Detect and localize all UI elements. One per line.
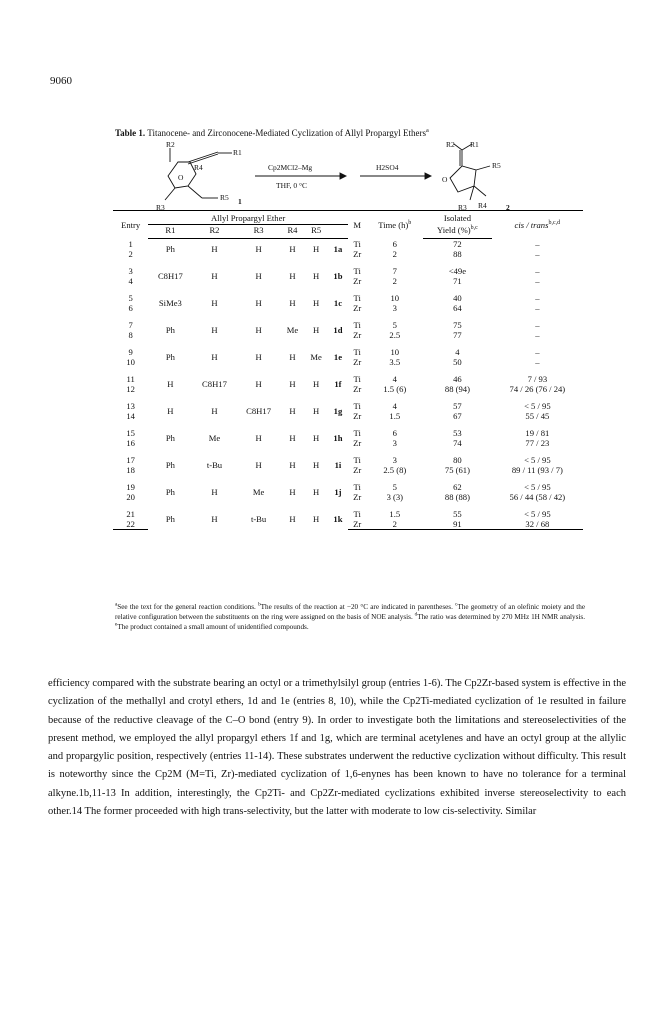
cell-entry: 13: [126, 401, 135, 411]
cell-compound-label: 1c: [333, 298, 343, 308]
cell-r5: H: [313, 325, 320, 335]
cell-r2: Me: [208, 433, 221, 443]
cell-ratio: –: [535, 276, 540, 286]
cell-ratio: –: [535, 357, 540, 367]
cell-ratio: –: [535, 293, 540, 303]
cell-ratio: 89 / 11 (93 / 7): [511, 465, 563, 475]
cell-m: Zr: [353, 303, 362, 313]
col-r5: R5: [304, 225, 328, 239]
table-row: [113, 320, 583, 330]
col-entry: Entry: [113, 211, 148, 239]
cell-m: Ti: [353, 374, 361, 384]
cell-r2: H: [211, 352, 218, 362]
cell-entry: 14: [126, 411, 135, 421]
cell-time: 2: [392, 276, 397, 286]
table-row: [113, 509, 583, 519]
cell-m: Zr: [353, 330, 362, 340]
cell-m: Ti: [353, 428, 361, 438]
cell-yield: 75 (61): [444, 465, 470, 475]
footnote: $^d$The ratio was determined by 270 MHz 1H NMR analysis.: [414, 612, 585, 621]
cell-time: 10: [390, 347, 400, 357]
row-gap: [113, 259, 583, 266]
scheme-o-left: O: [178, 173, 184, 182]
cell-time: 2.5: [389, 330, 401, 340]
cell-m: Ti: [353, 320, 361, 330]
cell-m: Zr: [353, 276, 362, 286]
cell-entry: 2: [128, 249, 133, 259]
cell-yield: 80: [453, 455, 462, 465]
cell-r2: H: [211, 487, 218, 497]
cell-entry: 3: [128, 266, 133, 276]
cell-time: 3 (3): [386, 492, 404, 502]
cell-yield: 71: [453, 276, 462, 286]
cell-r2: H: [211, 244, 218, 254]
scheme-r3-left: R3: [156, 203, 165, 212]
cell-yield: 77: [453, 330, 462, 340]
cell-entry: 8: [128, 330, 133, 340]
page-number: 9060: [50, 75, 72, 87]
cell-r3: Me: [252, 487, 265, 497]
cell-r5: H: [313, 406, 320, 416]
cell-yield: 57: [453, 401, 462, 411]
table-row: [113, 401, 583, 411]
col-m: M: [348, 211, 367, 239]
cell-m: Zr: [353, 384, 362, 394]
cell-compound-label: 1i: [334, 460, 342, 470]
cell-r3: H: [255, 379, 262, 389]
cell-compound-label: 1b: [333, 271, 343, 281]
table-caption-note: a: [425, 127, 429, 134]
col-r4: R4: [281, 225, 305, 239]
body-paragraph: efficiency compared with the substrate bearing an octyl or a trimethylsilyl group (entries 1-6). The Cp2Zr-based system is effective in the cyclization of the methallyl and crotyl ethers, 1d and 1e (entries 8, 10), while the Cp2Ti-mediated cyclization of 1e resulted in failure because of the reductive cleavage of the C–O bond (entry 9). In order to investigate both the limitations and stereoselectivities of the present method, we employed the allyl propargyl ethers 1f and 1g, which are terminal acetylenes and have an octyl group at the allylic and propargylic position, respectively (entries 11-14). These substrates underwent the reductive cyclization without difficulty. This result is noteworthy since the Cp2M (M=Ti, Zr)-mediated cyclization of 1,6-enynes has been known to have no tolerance for a terminal alkyne.1b,11-13 In addition, interestingly, the Cp2Ti- and Cp2Zr-mediated cyclizations exhibited inverse stereoselectivity to each other.14 The former proceeded with high trans-selectivity, but the latter with moderate to low cis-selectivity. Similar: [48, 678, 626, 818]
cell-r1: Ph: [165, 433, 175, 443]
row-gap: [113, 475, 583, 482]
cell-r1: C8H17: [157, 271, 183, 281]
cell-r3: H: [255, 244, 262, 254]
cell-time: 1.5: [389, 509, 401, 519]
cell-ratio: –: [535, 330, 540, 340]
cell-entry: 15: [126, 428, 135, 438]
reaction-scheme: [140, 140, 560, 215]
scheme-r5-left: R5: [220, 193, 229, 202]
cell-r4: H: [289, 487, 296, 497]
cell-entry: 9: [128, 347, 133, 357]
cell-time: 1.5 (6): [383, 384, 407, 394]
cell-yield: 64: [453, 303, 462, 313]
cell-r3: C8H17: [246, 406, 271, 416]
cell-entry: 20: [126, 492, 135, 502]
cell-ratio: 7 / 93: [527, 374, 548, 384]
cell-entry: 10: [126, 357, 135, 367]
row-gap: [113, 367, 583, 374]
cell-entry: 7: [128, 320, 133, 330]
cell-compound-label: 1e: [333, 352, 343, 362]
cell-r4: H: [289, 244, 296, 254]
cell-time: 5: [392, 482, 397, 492]
cell-yield: 55: [453, 509, 462, 519]
cell-r1: Ph: [165, 244, 175, 254]
cell-r1: Ph: [165, 352, 175, 362]
cell-r5: H: [313, 379, 320, 389]
row-gap: [113, 502, 583, 509]
table-row: [113, 266, 583, 276]
cell-r5: H: [313, 271, 320, 281]
cell-time: 2: [392, 249, 397, 259]
col-group-ether: Allyl Propargyl Ether: [148, 211, 348, 225]
cell-yield: 72: [453, 239, 462, 249]
col-ratio: cis / trans$^{b,c,d}$: [492, 211, 583, 239]
cell-r4: H: [289, 406, 296, 416]
cell-m: Zr: [353, 249, 362, 259]
cell-time: 6: [392, 428, 397, 438]
scheme-o-right: O: [442, 175, 448, 184]
cell-r2: H: [211, 298, 218, 308]
cell-r2: H: [211, 271, 218, 281]
cell-r4: H: [289, 298, 296, 308]
cell-yield: 88 (94): [444, 384, 470, 394]
cell-entry: 22: [113, 519, 148, 530]
col-r3: R3: [237, 225, 281, 239]
cell-ratio: –: [535, 249, 540, 259]
scheme-r1-right: R1: [470, 140, 479, 149]
table-row: [113, 374, 583, 384]
cell-yield: <49e: [448, 266, 467, 276]
cell-compound-label: 1j: [334, 487, 342, 497]
cell-r1: Ph: [165, 460, 175, 470]
cell-yield: 67: [453, 411, 462, 421]
col-label: [328, 225, 348, 239]
cell-yield: 40: [453, 293, 462, 303]
cell-ratio: –: [535, 347, 540, 357]
cell-r5: H: [313, 460, 320, 470]
table-caption-label: Table 1.: [115, 128, 146, 138]
cell-r4: H: [289, 460, 296, 470]
cell-ratio: 77 / 23: [525, 438, 550, 448]
col-r2: R2: [192, 225, 236, 239]
cell-m: Ti: [353, 482, 361, 492]
cell-entry: 5: [128, 293, 133, 303]
cell-time: 4: [392, 374, 397, 384]
table-row: [113, 482, 583, 492]
cell-entry: 16: [126, 438, 135, 448]
cell-entry: 1: [128, 238, 133, 249]
cell-compound-label: 1h: [333, 433, 343, 443]
cell-m: Ti: [353, 266, 361, 276]
cell-time: 3: [392, 303, 397, 313]
cell-m: Zr: [353, 357, 362, 367]
cell-yield: 53: [453, 428, 462, 438]
table-caption-text: Titanocene- and Zirconocene-Mediated Cyclization of Allyl Propargyl Ethers: [147, 128, 426, 138]
row-gap: [113, 421, 583, 428]
reagent-1-top: Cp2MCl2–Mg: [268, 163, 313, 172]
cell-r5: H: [313, 514, 320, 525]
cell-r2: H: [211, 514, 218, 525]
cell-r3: H: [255, 298, 262, 308]
cell-ratio: 56 / 44 (58 / 42): [509, 492, 566, 502]
cell-m: Ti: [353, 455, 361, 465]
cell-r4: H: [289, 379, 296, 389]
cell-r5: H: [313, 487, 320, 497]
cell-ratio: –: [535, 238, 540, 249]
cell-time: 5: [392, 320, 397, 330]
cell-entry: 18: [126, 465, 135, 475]
cell-m: Ti: [353, 238, 361, 249]
row-gap: [113, 286, 583, 293]
row-gap: [113, 313, 583, 320]
cell-yield: 88: [453, 249, 462, 259]
cell-ratio: –: [535, 303, 540, 313]
row-gap: [113, 448, 583, 455]
cell-time: 4: [392, 401, 397, 411]
cell-m: Zr: [353, 492, 362, 502]
footnote: $^e$The product contained a small amount of unidentified compounds.: [115, 622, 309, 631]
cell-r2: C8H17: [202, 379, 227, 389]
results-table: [113, 210, 583, 530]
cell-ratio: –: [535, 320, 540, 330]
compound-1-label: 1: [238, 197, 242, 206]
col-time: Time $(h)^b$: [366, 211, 423, 239]
scheme-r5-right: R5: [492, 161, 501, 170]
cell-entry: 4: [128, 276, 133, 286]
cell-r3: H: [255, 352, 262, 362]
col-yield-bottom: Yield (%)$^{b,c}$: [423, 225, 492, 239]
cell-time: 3: [392, 455, 397, 465]
cell-time: 3: [392, 438, 397, 448]
cell-r4: H: [289, 271, 296, 281]
cell-time: 10: [390, 293, 400, 303]
col-yield-top: Isolated: [423, 211, 492, 225]
cell-ratio: < 5 / 95: [524, 401, 551, 411]
cell-ratio: < 5 / 95: [524, 509, 551, 519]
cell-compound-label: 1g: [333, 406, 343, 416]
cell-entry: 19: [126, 482, 135, 492]
cell-r2: H: [211, 325, 218, 335]
cell-r4: H: [289, 514, 296, 525]
cell-m: Zr: [353, 411, 362, 421]
cell-r5: H: [313, 298, 320, 308]
scheme-r4-left: R4: [194, 163, 203, 172]
cell-entry: 6: [128, 303, 133, 313]
reagent-1-bottom: THF, 0 °C: [276, 181, 307, 190]
table-row: [113, 293, 583, 303]
cell-yield: 75: [453, 320, 462, 330]
compound-2-label: 2: [506, 203, 510, 212]
cell-r1: Ph: [165, 487, 175, 497]
cell-compound-label: 1a: [333, 244, 343, 254]
cell-r5: H: [313, 433, 320, 443]
cell-m: Ti: [353, 509, 361, 519]
cell-compound-label: 1d: [333, 325, 343, 335]
table-row: [113, 455, 583, 465]
row-gap: [113, 394, 583, 401]
footnote: $^a$See the text for the general reaction conditions.: [115, 602, 256, 611]
cell-r4: H: [289, 433, 296, 443]
cell-entry: 21: [126, 509, 135, 519]
cell-r1: H: [167, 406, 174, 416]
reagent-2-top: H2SO4: [376, 163, 399, 172]
table-caption: [115, 128, 595, 138]
cell-time: 2.5 (8): [383, 465, 407, 475]
cell-entry: 12: [126, 384, 135, 394]
cell-r2: t-Bu: [206, 460, 223, 470]
cell-r4: Me: [286, 325, 299, 335]
cell-ratio: 55 / 45: [525, 411, 550, 421]
product-structure: [450, 166, 476, 192]
cell-m: Ti: [353, 347, 361, 357]
cell-m: Zr: [348, 519, 367, 530]
footnote: $^b$The results of the reaction at −20 °C are indicated in parentheses.: [258, 602, 453, 611]
scheme-r1-left: R1: [233, 148, 242, 157]
cell-ratio: < 5 / 95: [524, 482, 551, 492]
cell-r1: SiMe3: [158, 298, 182, 308]
cell-ratio: 19 / 81: [525, 428, 550, 438]
cell-time: 1.5: [389, 411, 401, 421]
cell-entry: 17: [126, 455, 135, 465]
cell-ratio: –: [535, 266, 540, 276]
cell-r3: H: [255, 325, 262, 335]
cell-r4: H: [289, 352, 296, 362]
scheme-r4-right: R4: [478, 201, 487, 210]
cell-time: 6: [392, 238, 397, 249]
cell-yield: 88 (88): [444, 492, 470, 502]
cell-time: 7: [392, 266, 397, 276]
row-gap: [113, 340, 583, 347]
cell-ratio: 32 / 68: [492, 519, 583, 530]
cell-r1: Ph: [165, 325, 175, 335]
footnote: $^c$The geometry of an olefinic moiety and the relative configuration between the substituents on the ring were assigned on the basis of NOE analysis.: [115, 602, 586, 621]
cell-r3: H: [255, 271, 262, 281]
cell-yield: 91: [423, 519, 492, 530]
table-row: [113, 239, 583, 250]
scheme-r2-right: R2: [446, 140, 455, 149]
cell-r2: H: [211, 406, 218, 416]
cell-yield: 62: [453, 482, 462, 492]
cell-ratio: < 5 / 95: [524, 455, 551, 465]
cell-m: Zr: [353, 465, 362, 475]
cell-yield: 74: [453, 438, 462, 448]
cell-r1: H: [167, 379, 174, 389]
col-r1: R1: [148, 225, 192, 239]
body-text: [48, 675, 626, 821]
scheme-r3-right: R3: [458, 203, 467, 212]
cell-m: Ti: [353, 293, 361, 303]
cell-compound-label: 1f: [334, 379, 342, 389]
cell-time: 3.5: [389, 357, 401, 367]
cell-r1: Ph: [165, 514, 175, 525]
cell-r3: H: [255, 460, 262, 470]
cell-yield: 46: [453, 374, 462, 384]
cell-r5: Me: [310, 352, 322, 362]
cell-time: 2: [366, 519, 423, 530]
cell-r5: H: [313, 244, 320, 254]
cell-entry: 11: [126, 374, 135, 384]
table-footnotes: [115, 602, 585, 632]
cell-r3: t-Bu: [250, 514, 267, 525]
cell-m: Zr: [353, 438, 362, 448]
cell-yield: 4: [455, 347, 460, 357]
table-row: [113, 347, 583, 357]
cell-m: Ti: [353, 401, 361, 411]
table-row: [113, 428, 583, 438]
cell-compound-label: 1k: [333, 514, 343, 525]
cell-r3: H: [255, 433, 262, 443]
cell-yield: 50: [453, 357, 462, 367]
scheme-r2-left: R2: [166, 140, 175, 149]
cell-ratio: 74 / 26 (76 / 24): [509, 384, 566, 394]
